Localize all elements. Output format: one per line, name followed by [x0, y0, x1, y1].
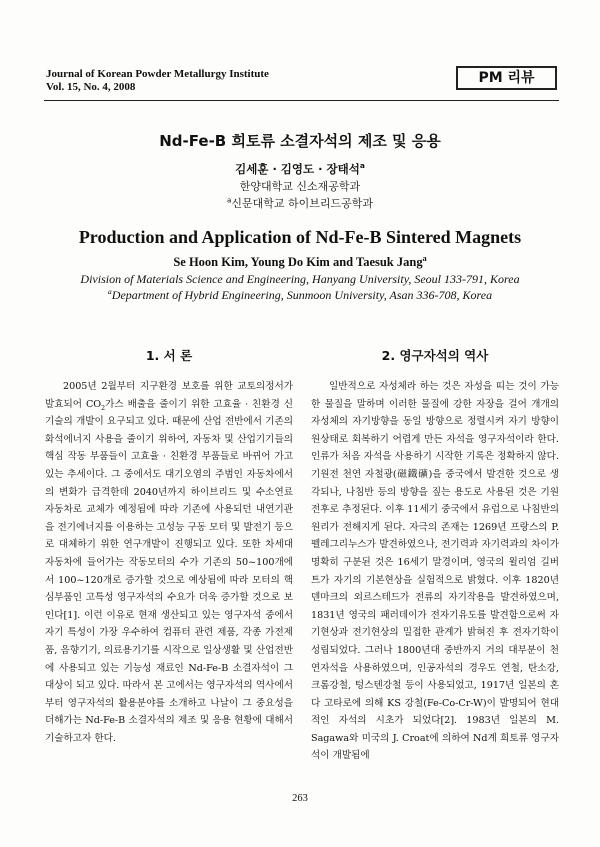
korean-author-sup: a	[359, 161, 365, 171]
section-2-heading: 2. 영구자석의 역사	[381, 348, 489, 363]
section-1-text-b: 가스 배출을 줄이기 위한 고효율 · 친환경 신기술의 개발이 요구되고 있다. 때문에 산업 전반에서 기존의 화석에너지 사용을 줄이기 위하여, 자동차 및 산업기기들의 핵심 작동 부품들이 고효율 · 친환경 부품들로 바뀌어 가고 있는 추세이다. 그 중에서도 대기오염의 주범인 자동차에서의 변화가 급격한데 2040년까지 하이브리드 및 수소연료 자동차로 교체가 예정됨에 따라 기존에 사용되던 내연기관을 전기에너지를 이용하는 고성능 구동 모터 및 발전기 등으로 대체하기 위한 연구개발이 진행되고 있다. 또한 차세대 자동차에 들어가는 작동모터의 수가 기존의 50~100개에서 100~120개로 증가할 것으로 예상됨에 따라 모터의 핵심부품인 고특성 영구자석의 수요가 더욱 증가할 것으로 보인다[1]. 이런 이유로 현재 생산되고 있는 영구자석 중에서 자기 특성이 가장 우수하여 컴퓨터 관련 제품, 각종 가전제품, 음향기기, 의료용기기를 시작으로 일상생활 및 산업전반에 사용되고 있는 기능성 재료인 Nd-Fe-B 소결자석이 그 대상이 되고 있다. 따라서 본 고에서는 영구자석의 역사에서부터 영구자석의 활용분야를 소개하고 나날이 그 중요성을 더해가는 Nd-Fe-B 소결자석의 제조 및 응용 현황에 대해서 기술하고자 한다.	[45, 398, 293, 744]
korean-affiliation-2-text: 신문대학교 하이브리드공학과	[231, 197, 374, 210]
section-1-paragraph	[45, 378, 293, 747]
english-authors	[0, 254, 600, 271]
english-author-names: Se Hoon Kim, Young Do Kim and Taesuk Jang	[173, 255, 423, 269]
korean-authors	[0, 161, 600, 178]
english-affiliation-1: Division of Materials Science and Engineering, Hanyang University, Seoul 133-791, Korea	[80, 272, 520, 286]
english-title: Production and Application of Nd-Fe-B Sintered Magnets	[78, 227, 522, 247]
korean-affiliation-1: 한양대학교 신소재공학과	[239, 180, 361, 193]
journal-volume: Vol. 15, No. 4, 2008	[46, 81, 136, 93]
section-1-text-a: 2005년 2월부터 지구환경 보호를 위한 교토의정서가 발효되어 CO	[45, 381, 293, 410]
korean-affiliation-2	[0, 195, 600, 212]
header-rule	[44, 100, 559, 101]
english-author-block	[0, 254, 600, 303]
english-affiliation-2-text: Department of Hybrid Engineering, Sunmoon University, Asan 336-708, Korea	[111, 288, 493, 302]
page-number: 263	[292, 793, 308, 804]
korean-title: Nd-Fe-B 희토류 소결자석의 제조 및 응용	[159, 132, 441, 150]
co2-subscript: 2	[101, 404, 106, 412]
section-1-body	[45, 378, 293, 747]
section-2-paragraph: 일반적으로 자성체라 하는 것은 자성을 띠는 것이 가능한 물질을 말하며 이러한 물질에 강한 자장을 걸어 개개의 자성체의 자기방향을 동일 방향으로 정렬시켜 자기 방향이 원상태로 회복하기 어렵게 만든 자석을 영구자석이라 한다. 인류가 처음 자석을 사용하기 시작한 기록은 정확하지 않다. 기원전 천연 자철광(磁鐵礦)을 중국에서 발견한 것으로 생각되나, 나침반 등의 방향을 짚는 용도로 사용된 것은 기원 전후로 추정된다. 이후 11세기 중국에서 유럽으로 나침반의 원리가 전해지게 된다. 자극의 존재는 1269년 프랑스의 P. 펠레그리누스가 발견하였으나, 전기력과 자기력과의 차이가 명확히 구분된 것은 16세기 말경이며, 영국의 윌리엄 길버트가 자기의 기본현상을 실험적으로 밝혔다. 이후 1820년 덴마크의 외르스테드가 전류의 자기작용을 발견하였으며, 1831년 영국의 패러데이가 전자기유도를 발견함으로써 자기현상과 전기현상의 밀접한 관계가 밝혀진 후 전자기학이 성립되었다. 그러나 1800년대 중반까지 거의 대부분이 천연자석을 사용하였으며, 인공자석의 경우도 연철, 탄소강, 크롬강철, 텅스텐강철 등이 사용되었고, 1917년 일본의 혼다 고타로에 의해 KS 강철(Fe-Co-Cr-W)이 발명되어 현대적인 자석의 시초가 되었다[2]. 1983년 일본의 M. Sagawa와 미국의 J. Croat에 의하여 Nd계 희토류 영구자석이 개발됨에	[311, 381, 559, 762]
section-1-heading: 1. 서 론	[145, 348, 193, 363]
section-badge: PM 리뷰	[456, 66, 557, 90]
journal-citation	[46, 68, 269, 94]
korean-affiliation-2-sup: a	[226, 195, 232, 205]
english-affiliation-2-sup: a	[107, 287, 112, 296]
korean-author-block	[0, 161, 600, 212]
english-affiliation-2	[0, 287, 600, 303]
korean-author-names: 김세훈 · 김영도 · 장태석	[235, 162, 360, 176]
journal-name: Journal of Korean Powder Metallurgy Institute	[46, 68, 269, 80]
english-author-sup: a	[422, 253, 427, 263]
section-2-body	[311, 378, 559, 765]
